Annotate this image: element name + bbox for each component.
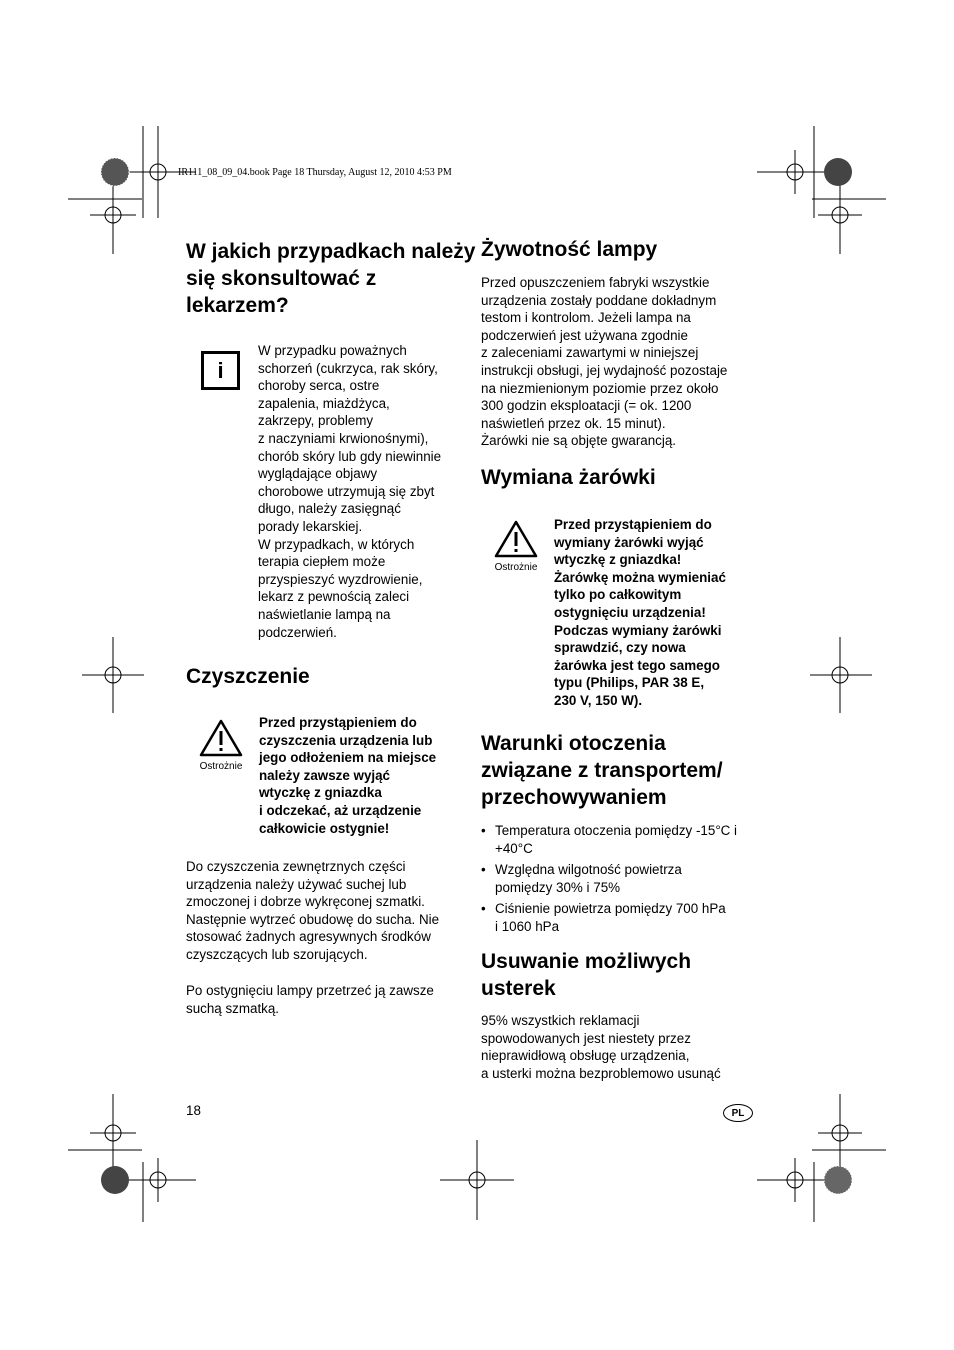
ambient-conditions-list (481, 822, 771, 940)
list-item: • Względna wilgotność powietrza pomiędzy 30% i 75% (481, 862, 682, 895)
section-title-bulb-replacement: Wymiana żarówki (481, 466, 656, 489)
info-icon: i (201, 351, 240, 390)
troubleshooting-text: 95% wszystkich reklamacji spowodowanych jest niestety przez nieprawidłową obsługę urządzenia, a usterki można bezproblemowo usunąć (481, 1013, 721, 1081)
section-title-ambient: Warunki otoczenia związane z transportem/ przechowywaniem (481, 732, 723, 809)
section-title-consult: W jakich przypadkach należy się skonsultować z lekarzem? (186, 240, 476, 317)
caution-caption: Ostrożnie (494, 562, 538, 573)
color-target-icon (101, 1166, 129, 1194)
registration-mark-icon (440, 1140, 514, 1220)
registration-mark-icon (757, 1158, 833, 1222)
color-target-icon (824, 158, 852, 186)
page-number: 18 (186, 1103, 201, 1118)
color-target-icon (824, 1166, 852, 1194)
cleaning-warning: Przed przystąpieniem do czyszczenia urządzenia lub jego odłożeniem na miejsce należy zawsze wyjąć wtyczkę z gniazdka i odczekać, aż urządzenie całkowicie ostygnie! (259, 715, 437, 836)
section-title-lamp-life: Żywotność lampy (481, 238, 658, 261)
registration-mark-icon (82, 637, 144, 713)
caution-caption: Ostrożnie (199, 761, 243, 772)
list-item: • Ciśnienie powietrza pomiędzy 700 hPa i 1060 hPa (481, 901, 726, 934)
registration-mark-icon (810, 637, 872, 713)
registration-mark-icon (812, 1094, 886, 1172)
caution-triangle-icon (199, 719, 243, 757)
language-badge: PL (723, 1104, 753, 1122)
registration-mark-icon (120, 1158, 196, 1222)
registration-mark-icon (68, 1094, 142, 1172)
registration-mark-icon (757, 126, 833, 218)
registration-mark-icon (812, 170, 886, 254)
list-item: • Temperatura otoczenia pomiędzy -15°C i +40°C (481, 823, 738, 856)
registration-mark-icon (68, 170, 142, 254)
print-slug: IR111_08_09_04.book Page 18 Thursday, August 12, 2010 4:53 PM (178, 167, 452, 178)
cleaning-paragraph-2: Po ostygnięciu lampy przetrzeć ją zawsze suchą szmatką. (186, 983, 434, 1016)
section-title-troubleshooting: Usuwanie możliwych usterek (481, 950, 692, 1000)
section-title-cleaning: Czyszczenie (186, 665, 310, 688)
color-target-icon (101, 158, 129, 186)
caution-triangle-icon (494, 520, 538, 558)
bulb-warning: Przed przystąpieniem do wymiany żarówki wyjąć wtyczkę z gniazdka! Żarówkę można wymieniać tylko po całkowitym ostygnięciu urządzenia! Podczas wymiany żarówki sprawdzić, czy nowa żarówka jest tego samego typu (Philips, PAR 38 E, 230 V, 150 W). (554, 517, 726, 708)
consult-text: W przypadku poważnych schorzeń (cukrzyca, rak skóry, choroby serca, ostre zapalenia, miażdżyca, zakrzepy, problemy z naczyniami krwionośnymi), chorób skóry lub gdy niewinnie wyglądające objawy chorobowe utrzymują się zbyt długo, należy zasięgnąć porady lekarskiej. W przypadkach, w których terapia ciepłem może przyspieszyć wyzdrowienie, lekarz z pewnością zaleci naświetlanie lampą na podczerwień. (258, 343, 442, 640)
lamp-life-text: Przed opuszczeniem fabryki wszystkie urządzenia zostały poddane dokładnym testom i kontrolom. Jeżeli lampa na podczerwień jest używana zgodnie z zaleceniami zawartymi w niniejszej instrukcji obsługi, jej wydajność pozostaje na niezmienionym poziomie przez około 300 godzin eksploatacji (= ok. 1200 naświetleń przez ok. 15 minut). Żarówki nie są objęte gwarancją. (481, 275, 728, 449)
cleaning-paragraph: Do czyszczenia zewnętrznych części urządzenia należy używać suchej lub zmoczonej i dobrze wykręconej szmatki. Następnie wytrzeć obudowę do sucha. Nie stosować żadnych agresywnych środków czyszczących lub szorujących. (186, 859, 440, 962)
